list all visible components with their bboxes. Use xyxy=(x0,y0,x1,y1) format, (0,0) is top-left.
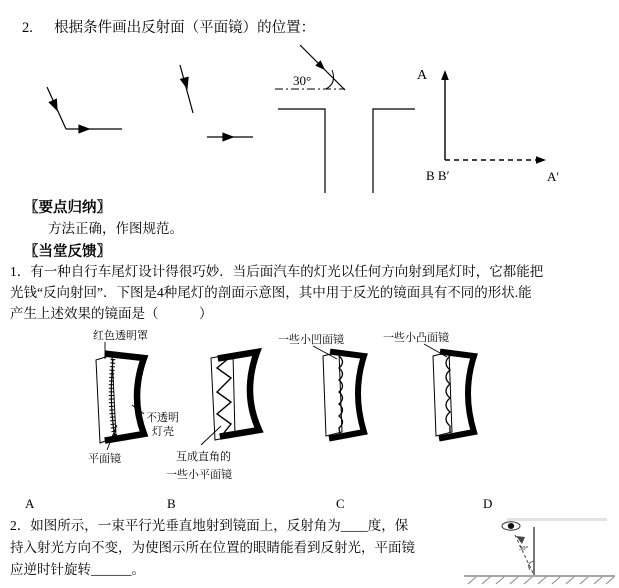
transparent-cover-panel xyxy=(323,352,342,436)
arrowhead-icon xyxy=(79,125,89,133)
scan-artifact-bar xyxy=(507,518,607,521)
option-a: A xyxy=(25,496,35,511)
option-c: C xyxy=(336,496,345,511)
eye-mirror-figure xyxy=(462,514,619,588)
eye-icon xyxy=(502,522,520,530)
arrowhead-icon xyxy=(441,70,449,80)
section-feedback-header: 〖当堂反馈〗 xyxy=(24,244,111,260)
label-b-bprime: B B′ xyxy=(426,168,450,183)
ray-diagrams xyxy=(0,40,619,198)
diagram-30-degree xyxy=(275,45,415,193)
question2-heading xyxy=(22,16,315,37)
question1-line: 光钱“反向射回”．下图是4种尾灯的剖面示意图，其中用于反光的镜面具有不同的形状.能 xyxy=(10,285,532,300)
shell-label-line1: 不透明 xyxy=(146,412,179,424)
question-number: 2. xyxy=(22,20,33,36)
section-summary-header: 〖要点归纳〗 xyxy=(24,200,111,216)
question2-line: 2．如图所示，一束平行光垂直地射到镜面上，反射角为____度，保 xyxy=(10,518,409,533)
transparent-cover-panel xyxy=(433,352,452,436)
sight-ray-dashed xyxy=(515,535,533,573)
pupil xyxy=(508,523,514,529)
question-title-text: 根据条件画出反射面（平面镜）的位置： xyxy=(54,20,316,36)
question2-paragraph xyxy=(10,515,415,581)
right-angle-label-line1: 互成直角的 xyxy=(176,451,231,463)
taillight-figure-a xyxy=(96,354,144,443)
plane-mirror-label: 平面镜 xyxy=(88,453,121,465)
question1-line: 产生上述效果的镜面是（ ） xyxy=(10,306,213,321)
arrowhead-icon xyxy=(223,133,233,141)
ground-hatching xyxy=(468,577,614,584)
question2-line: 应逆时针旋转______。 xyxy=(10,562,145,577)
arrowhead-icon xyxy=(536,156,546,164)
shell-label-line2: 灯壳 xyxy=(152,426,174,438)
diagram-separated-rays xyxy=(180,65,253,141)
taillight-figure-b xyxy=(211,352,259,440)
taillight-figures xyxy=(0,322,619,494)
convex-label: 一些小凸面镜 xyxy=(383,332,449,344)
angle-label: 30° xyxy=(293,73,312,88)
section-summary-body: 方法正确，作图规范。 xyxy=(48,221,183,236)
question1-line: 1．有一种自行车尾灯设计得很巧妙．当后面汽车的灯光以任何方向射到尾灯时，它都能把 xyxy=(10,264,544,279)
taillight-figure-c xyxy=(323,352,364,438)
label-a-prime: A′ xyxy=(547,169,560,184)
cover-label: 红色透明罩 xyxy=(93,330,148,342)
taillight-figure-d xyxy=(433,352,474,438)
arrowhead-icon xyxy=(49,99,60,111)
label-a: A xyxy=(417,68,428,83)
diagram-bent-ray xyxy=(47,87,122,133)
option-d: D xyxy=(483,496,493,511)
slit-walls xyxy=(278,109,415,193)
incident-ray xyxy=(180,65,193,113)
concave-label: 一些小凹面镜 xyxy=(278,334,344,346)
figure-angle-label: 30° xyxy=(519,545,529,552)
question2-line: 持入射光方向不变，为使图示所在位置的眼睛能看到反射光，平面镜 xyxy=(10,540,415,555)
question1-paragraph xyxy=(10,261,543,324)
right-angle-label-line2: 一些小平面镜 xyxy=(166,469,232,481)
diagram-arrow-object-image xyxy=(417,68,559,184)
option-b: B xyxy=(167,496,176,511)
